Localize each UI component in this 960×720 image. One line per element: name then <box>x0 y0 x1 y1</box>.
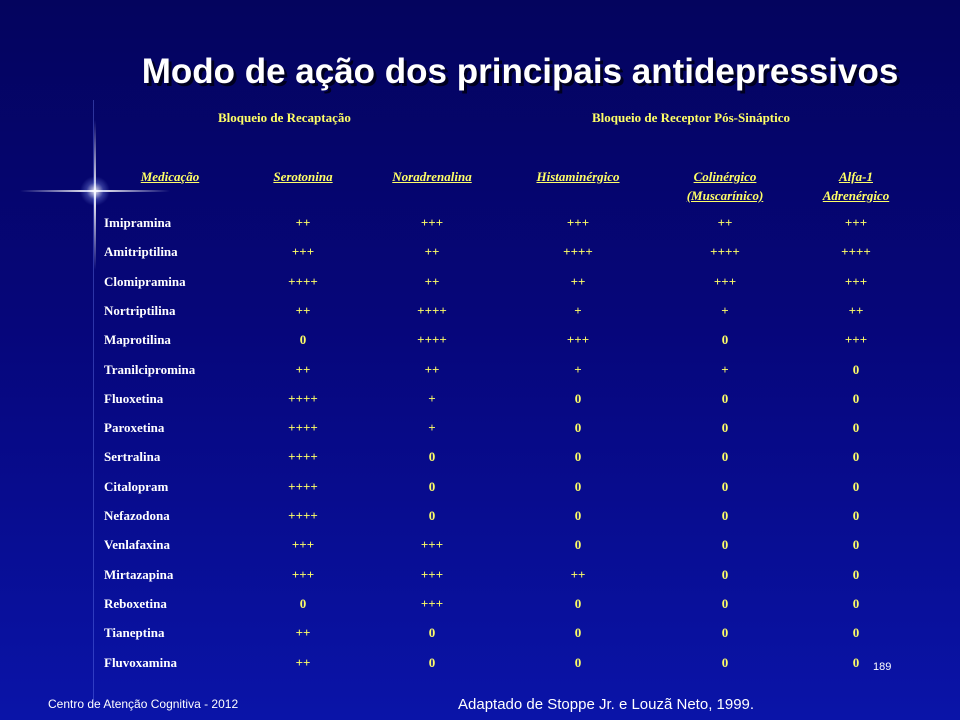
value-cell: 0 <box>428 449 436 465</box>
value-cell: 0 <box>721 420 729 436</box>
drug-name-cell: Nortriptilina <box>104 302 176 318</box>
drug-name-cell: Tranilcipromina <box>104 361 196 377</box>
table-row <box>0 596 960 616</box>
page-number: 189 <box>873 661 892 673</box>
table-row <box>0 303 960 323</box>
value-cell: +++ <box>291 566 315 582</box>
drug-name-cell: Amitriptilina <box>104 244 178 260</box>
column-header-line1: Noradrenalina <box>392 169 472 184</box>
drug-name-cell: Maprotilina <box>104 332 171 348</box>
value-cell: 0 <box>721 449 729 465</box>
value-cell: 0 <box>299 332 307 348</box>
value-cell: +++ <box>566 215 590 230</box>
value-cell: 0 <box>721 508 729 523</box>
table-row <box>0 332 960 352</box>
value-cell: ++ <box>295 215 311 230</box>
column-header-line1: Medicação <box>140 169 200 184</box>
drug-name-cell: Fluoxetina <box>104 390 164 406</box>
value-cell: + <box>428 390 436 406</box>
value-cell: 0 <box>721 566 729 582</box>
value-cell: ++++ <box>288 273 318 289</box>
value-cell: 0 <box>721 332 729 348</box>
table-row <box>0 274 960 294</box>
group-header-reuptake: Bloqueio de Recaptação <box>218 110 351 125</box>
value-cell: +++ <box>420 595 444 611</box>
drug-name-cell: Venlafaxina <box>104 537 170 553</box>
column-header-line1: Histaminérgico <box>536 169 620 184</box>
drug-name-cell: Nefazodona <box>104 508 170 523</box>
value-cell: 0 <box>852 420 860 436</box>
value-cell: 0 <box>721 625 729 641</box>
value-cell: ++++ <box>841 244 871 260</box>
drug-name-cell: Imipramina <box>104 215 172 230</box>
drug-name-cell: Fluvoxamina <box>104 654 177 670</box>
value-cell: ++ <box>848 302 864 318</box>
value-cell: 0 <box>299 595 307 611</box>
value-cell: +++ <box>566 332 590 348</box>
value-cell: ++ <box>570 566 586 582</box>
table-row <box>0 537 960 557</box>
value-cell: + <box>428 420 436 436</box>
value-cell: 0 <box>574 537 582 553</box>
group-header-receptor: Bloqueio de Receptor Pós-Sináptico <box>592 110 791 125</box>
value-cell: ++ <box>295 361 311 377</box>
value-cell: 0 <box>852 595 860 611</box>
table-row <box>0 244 960 264</box>
table-row <box>0 215 960 235</box>
value-cell: + <box>721 302 729 318</box>
value-cell: +++ <box>844 332 868 348</box>
value-cell: +++ <box>420 215 444 230</box>
value-cell: 0 <box>852 537 860 553</box>
value-cell: 0 <box>721 478 729 494</box>
value-cell: +++ <box>291 244 315 260</box>
column-header-3 <box>508 167 648 186</box>
value-cell: ++ <box>295 654 311 670</box>
column-header-line2: (Muscarínico) <box>686 188 764 203</box>
value-cell: ++++ <box>288 420 318 436</box>
value-cell: 0 <box>721 654 729 670</box>
column-header-1 <box>233 167 373 186</box>
value-cell: ++++ <box>288 449 318 465</box>
value-cell: 0 <box>852 654 860 670</box>
value-cell: 0 <box>574 595 582 611</box>
value-cell: +++ <box>291 537 315 553</box>
value-cell: ++++ <box>288 478 318 494</box>
value-cell: 0 <box>574 654 582 670</box>
value-cell: ++++ <box>288 390 318 406</box>
value-cell: ++ <box>717 215 733 230</box>
footer-organization: Centro de Atenção Cognitiva - 2012 <box>48 697 239 711</box>
table-row <box>0 362 960 382</box>
value-cell: 0 <box>852 478 860 494</box>
value-cell: + <box>721 361 729 377</box>
value-cell: 0 <box>574 625 582 641</box>
value-cell: ++ <box>424 361 440 377</box>
table-row <box>0 449 960 469</box>
value-cell: ++ <box>424 244 440 260</box>
value-cell: 0 <box>852 625 860 641</box>
column-header-line2: Adrenérgico <box>822 188 890 203</box>
value-cell: + <box>574 361 582 377</box>
value-cell: +++ <box>420 566 444 582</box>
value-cell: 0 <box>852 390 860 406</box>
value-cell: ++++ <box>563 244 593 260</box>
value-cell: ++ <box>424 273 440 289</box>
table-row <box>0 508 960 528</box>
drug-name-cell: Mirtazapina <box>104 566 174 582</box>
value-cell: 0 <box>574 420 582 436</box>
table-row <box>0 567 960 587</box>
table-row <box>0 479 960 499</box>
value-cell: +++ <box>844 273 868 289</box>
value-cell: 0 <box>574 478 582 494</box>
column-header-2 <box>362 167 502 186</box>
drug-name-cell: Sertralina <box>104 449 161 465</box>
table-row <box>0 655 960 675</box>
value-cell: 0 <box>721 595 729 611</box>
column-header-line1: Alfa-1 <box>839 169 873 184</box>
value-cell: 0 <box>721 537 729 553</box>
value-cell: 0 <box>574 508 582 523</box>
value-cell: 0 <box>428 478 436 494</box>
drug-name-cell: Citalopram <box>104 478 169 494</box>
value-cell: ++++ <box>288 508 318 523</box>
drug-name-cell: Reboxetina <box>104 595 167 611</box>
table-row <box>0 625 960 645</box>
value-cell: ++++ <box>710 244 740 260</box>
value-cell: 0 <box>852 361 860 377</box>
column-header-0 <box>100 167 240 186</box>
slide-title: Modo de ação dos principais antidepressivos <box>141 52 899 91</box>
value-cell: 0 <box>852 566 860 582</box>
footer-citation: Adaptado de Stoppe Jr. e Louzã Neto, 1999. <box>458 696 755 713</box>
column-header-4 <box>655 167 795 205</box>
value-cell: 0 <box>852 449 860 465</box>
drug-name-cell: Paroxetina <box>104 420 165 436</box>
value-cell: 0 <box>428 654 436 670</box>
value-cell: + <box>574 302 582 318</box>
value-cell: ++++ <box>417 332 447 348</box>
value-cell: 0 <box>852 508 860 523</box>
value-cell: 0 <box>428 508 436 523</box>
value-cell: +++ <box>844 215 868 230</box>
table-row <box>0 420 960 440</box>
table-row <box>0 391 960 411</box>
value-cell: ++++ <box>417 302 447 318</box>
value-cell: 0 <box>721 390 729 406</box>
value-cell: ++ <box>295 625 311 641</box>
value-cell: ++ <box>295 302 311 318</box>
column-header-line1: Serotonina <box>273 169 333 184</box>
value-cell: ++ <box>570 273 586 289</box>
value-cell: +++ <box>713 273 737 289</box>
value-cell: 0 <box>574 390 582 406</box>
value-cell: 0 <box>574 449 582 465</box>
column-header-line1: Colinérgico <box>693 169 757 184</box>
drug-name-cell: Tianeptina <box>104 625 165 641</box>
drug-name-cell: Clomipramina <box>104 273 186 289</box>
value-cell: 0 <box>428 625 436 641</box>
column-header-5 <box>786 167 926 205</box>
value-cell: +++ <box>420 537 444 553</box>
